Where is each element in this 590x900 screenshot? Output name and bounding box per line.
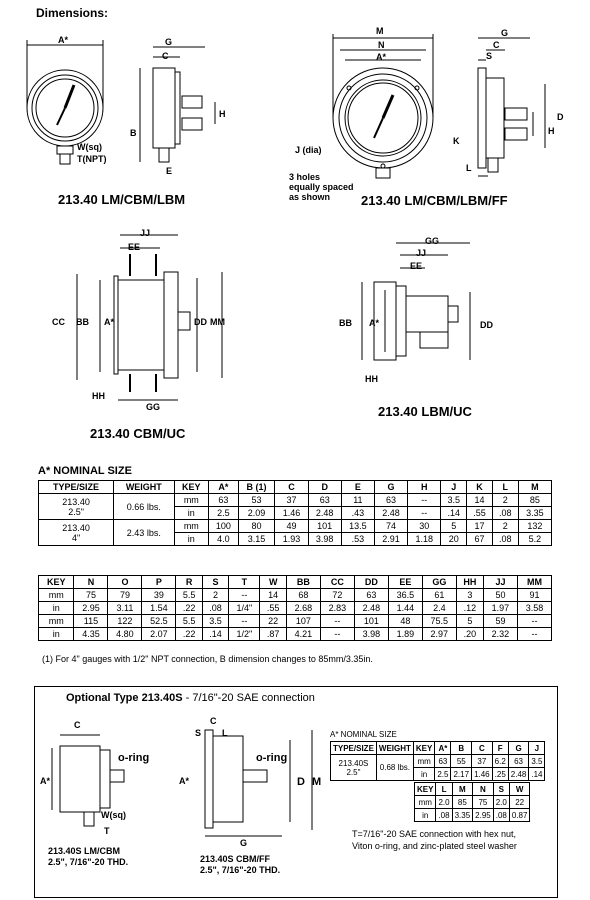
table-row bbox=[39, 615, 552, 628]
th: B (1) bbox=[238, 481, 275, 494]
optional-title: Optional Type 213.40S bbox=[66, 692, 183, 704]
label-a5: A* bbox=[40, 776, 51, 786]
value-cell: 3.98 bbox=[308, 533, 341, 546]
label-b: B bbox=[130, 128, 137, 138]
value-cell: 2 bbox=[202, 589, 228, 602]
value-cell: 1.97 bbox=[483, 602, 517, 615]
table-row bbox=[39, 494, 552, 507]
opt-note: T=7/16"-20 SAE connection with hex nut, Viton o-ring, and zinc-plated steel washer bbox=[352, 829, 517, 851]
value-cell: 107 bbox=[286, 615, 320, 628]
label-s2: S bbox=[195, 728, 202, 738]
spec-table-1 bbox=[38, 480, 552, 546]
label-oring2: o-ring bbox=[256, 752, 288, 764]
label-c: C bbox=[162, 51, 169, 61]
value-cell: -- bbox=[229, 589, 260, 602]
value-cell: 5 bbox=[456, 615, 483, 628]
table-row bbox=[39, 602, 552, 615]
caption-fig3: 213.40 CBM/UC bbox=[90, 426, 186, 441]
optional-heading bbox=[66, 692, 315, 704]
value-cell: 85 bbox=[518, 494, 551, 507]
value-cell: 68 bbox=[286, 589, 320, 602]
value-cell: 1.93 bbox=[275, 533, 308, 546]
label-d: D bbox=[557, 112, 564, 122]
th: M bbox=[452, 783, 473, 796]
value-cell: -- bbox=[229, 615, 260, 628]
page-title: Dimensions: bbox=[36, 6, 109, 20]
value-cell: .55 bbox=[260, 602, 286, 615]
spec-table-2 bbox=[38, 575, 552, 641]
th: GG bbox=[422, 576, 456, 589]
th: J bbox=[529, 742, 545, 755]
cell: 63 bbox=[508, 755, 529, 768]
value-cell: 48 bbox=[388, 615, 422, 628]
th: WEIGHT bbox=[114, 481, 174, 494]
th: N bbox=[74, 576, 108, 589]
label-gg2: GG bbox=[425, 236, 440, 246]
th: O bbox=[108, 576, 142, 589]
cell: 2.0 bbox=[493, 796, 509, 809]
value-cell: -- bbox=[408, 507, 441, 520]
label-t: T bbox=[104, 826, 110, 836]
label-c2: C bbox=[493, 40, 500, 50]
th: T bbox=[229, 576, 260, 589]
value-cell: 37 bbox=[275, 494, 308, 507]
key-cell: mm bbox=[174, 494, 209, 507]
th: W bbox=[260, 576, 286, 589]
value-cell: 100 bbox=[209, 520, 239, 533]
table-row bbox=[39, 520, 552, 533]
label-hh: HH bbox=[92, 391, 105, 401]
value-cell: 2.09 bbox=[238, 507, 275, 520]
value-cell: 3.5 bbox=[441, 494, 467, 507]
th: WEIGHT bbox=[376, 742, 413, 755]
cell: 2.5 bbox=[435, 768, 451, 781]
value-cell: .12 bbox=[456, 602, 483, 615]
value-cell: 1/4" bbox=[229, 602, 260, 615]
value-cell: 3.11 bbox=[108, 602, 142, 615]
label-m: M bbox=[376, 26, 384, 36]
label-g: G bbox=[165, 37, 173, 47]
th: J bbox=[441, 481, 467, 494]
key-cell: mm bbox=[39, 615, 74, 628]
type-cell: 213.40 2.5" bbox=[39, 494, 114, 520]
label-cc: CC bbox=[52, 317, 65, 327]
type-cell: 213.40 4" bbox=[39, 520, 114, 546]
value-cell: -- bbox=[408, 494, 441, 507]
table-row bbox=[39, 589, 552, 602]
opt-table-2 bbox=[414, 782, 530, 822]
value-cell: 2.48 bbox=[374, 507, 407, 520]
value-cell: 30 bbox=[408, 520, 441, 533]
label-a4: A* bbox=[369, 318, 380, 328]
value-cell: -- bbox=[320, 628, 354, 641]
label-l: L bbox=[466, 163, 472, 173]
value-cell: 115 bbox=[74, 615, 108, 628]
label-a3: A* bbox=[104, 317, 115, 327]
th: D bbox=[308, 481, 341, 494]
value-cell: .22 bbox=[176, 628, 202, 641]
cell: 2.48 bbox=[508, 768, 529, 781]
value-cell: 3.15 bbox=[238, 533, 275, 546]
value-cell: 3 bbox=[456, 589, 483, 602]
optional-subtitle: - 7/16"-20 SAE connection bbox=[182, 692, 315, 704]
value-cell: 2.32 bbox=[483, 628, 517, 641]
value-cell: 2.91 bbox=[374, 533, 407, 546]
value-cell: 63 bbox=[308, 494, 341, 507]
value-cell: .14 bbox=[202, 628, 228, 641]
value-cell: 3.58 bbox=[517, 602, 551, 615]
cell: 3.35 bbox=[452, 809, 473, 822]
value-cell: 63 bbox=[209, 494, 239, 507]
label-wsq: W(sq) bbox=[77, 142, 102, 152]
value-cell: 2.83 bbox=[320, 602, 354, 615]
key-cell: in bbox=[174, 533, 209, 546]
caption-fig4: 213.40 LBM/UC bbox=[378, 404, 472, 419]
label-gg: GG bbox=[146, 402, 161, 412]
value-cell: 5 bbox=[441, 520, 467, 533]
value-cell: .55 bbox=[467, 507, 493, 520]
cell: .08 bbox=[493, 809, 509, 822]
value-cell: .22 bbox=[176, 602, 202, 615]
caption-fig2: 213.40 LM/CBM/LBM/FF bbox=[361, 193, 508, 208]
cell: .14 bbox=[529, 768, 545, 781]
nominal-title: A* NOMINAL SIZE bbox=[38, 465, 132, 477]
value-cell: 79 bbox=[108, 589, 142, 602]
value-cell: 2.48 bbox=[354, 602, 388, 615]
cell: 75 bbox=[473, 796, 494, 809]
th: N bbox=[473, 783, 494, 796]
label-d2: D bbox=[297, 776, 305, 788]
value-cell: 14 bbox=[467, 494, 493, 507]
th: KEY bbox=[415, 783, 436, 796]
label-s: S bbox=[486, 51, 493, 61]
th: EE bbox=[388, 576, 422, 589]
th: KEY bbox=[174, 481, 209, 494]
label-holes: 3 holes equally spaced as shown bbox=[289, 172, 354, 202]
value-cell: 17 bbox=[467, 520, 493, 533]
value-cell: 132 bbox=[518, 520, 551, 533]
th: W bbox=[509, 783, 530, 796]
value-cell: 4.35 bbox=[74, 628, 108, 641]
cell: 55 bbox=[451, 755, 472, 768]
value-cell: 72 bbox=[320, 589, 354, 602]
caption-opt2: 213.40S CBM/FF 2.5", 7/16"-20 THD. bbox=[200, 854, 281, 875]
th: TYPE/SIZE bbox=[39, 481, 114, 494]
th: MM bbox=[517, 576, 551, 589]
cell: 1.46 bbox=[472, 768, 493, 781]
label-jj2: JJ bbox=[416, 248, 427, 258]
value-cell: 22 bbox=[260, 615, 286, 628]
value-cell: 11 bbox=[341, 494, 374, 507]
table-row bbox=[39, 628, 552, 641]
value-cell: -- bbox=[320, 615, 354, 628]
opt-table-1 bbox=[330, 741, 545, 781]
value-cell: 74 bbox=[374, 520, 407, 533]
key-cell: mm bbox=[39, 589, 74, 602]
th: A* bbox=[435, 742, 451, 755]
value-cell: 3.5 bbox=[202, 615, 228, 628]
cell: 63 bbox=[435, 755, 451, 768]
label-hh2: HH bbox=[365, 374, 378, 384]
value-cell: 61 bbox=[422, 589, 456, 602]
value-cell: .53 bbox=[341, 533, 374, 546]
th: CC bbox=[320, 576, 354, 589]
cell: 2.0 bbox=[436, 796, 452, 809]
th: P bbox=[142, 576, 176, 589]
opt2-key-in: in bbox=[415, 809, 436, 822]
label-a: A* bbox=[58, 35, 69, 45]
cell: .25 bbox=[492, 768, 508, 781]
value-cell: 5.5 bbox=[176, 615, 202, 628]
label-k: K bbox=[453, 136, 460, 146]
th: DD bbox=[354, 576, 388, 589]
th: H bbox=[408, 481, 441, 494]
value-cell: .08 bbox=[202, 602, 228, 615]
key-cell: in bbox=[174, 507, 209, 520]
value-cell: 4.21 bbox=[286, 628, 320, 641]
value-cell: 3.35 bbox=[518, 507, 551, 520]
value-cell: 5.2 bbox=[518, 533, 551, 546]
value-cell: .43 bbox=[341, 507, 374, 520]
cell: 85 bbox=[452, 796, 473, 809]
value-cell: 5.5 bbox=[176, 589, 202, 602]
value-cell: 39 bbox=[142, 589, 176, 602]
value-cell: 50 bbox=[483, 589, 517, 602]
th: A* bbox=[209, 481, 239, 494]
weight-cell: 2.43 lbs. bbox=[114, 520, 174, 546]
cell: 22 bbox=[509, 796, 530, 809]
value-cell: 2.07 bbox=[142, 628, 176, 641]
value-cell: 2.48 bbox=[308, 507, 341, 520]
label-dd: DD bbox=[194, 317, 207, 327]
cell: 6.2 bbox=[492, 755, 508, 768]
caption-opt1: 213.40S LM/CBM 2.5", 7/16"-20 THD. bbox=[48, 846, 129, 867]
value-cell: 1.46 bbox=[275, 507, 308, 520]
th: G bbox=[508, 742, 529, 755]
value-cell: 1.89 bbox=[388, 628, 422, 641]
opt2-key-mm: mm bbox=[415, 796, 436, 809]
opt-weight: 0.68 lbs. bbox=[376, 755, 413, 781]
label-g2: G bbox=[501, 28, 509, 38]
label-tnpt: T(NPT) bbox=[77, 154, 107, 164]
value-cell: .14 bbox=[441, 507, 467, 520]
value-cell: 3.98 bbox=[354, 628, 388, 641]
label-bb: BB bbox=[76, 317, 89, 327]
label-h: H bbox=[219, 109, 226, 119]
th: KEY bbox=[413, 742, 434, 755]
th: F bbox=[492, 742, 508, 755]
label-l2: L bbox=[222, 728, 228, 738]
opt-key-in: in bbox=[413, 768, 434, 781]
cell: 0.87 bbox=[509, 809, 530, 822]
value-cell: .20 bbox=[456, 628, 483, 641]
cell: 2.17 bbox=[451, 768, 472, 781]
cell: 37 bbox=[472, 755, 493, 768]
th: R bbox=[176, 576, 202, 589]
label-oring: o-ring bbox=[118, 752, 150, 764]
th: G bbox=[374, 481, 407, 494]
label-ee2: EE bbox=[410, 261, 423, 271]
label-h2: H bbox=[548, 126, 555, 136]
label-dd2: DD bbox=[480, 320, 493, 330]
value-cell: 49 bbox=[275, 520, 308, 533]
value-cell: 14 bbox=[260, 589, 286, 602]
label-ee: EE bbox=[128, 242, 141, 252]
caption-fig1: 213.40 LM/CBM/LBM bbox=[58, 192, 186, 207]
value-cell: 13.5 bbox=[341, 520, 374, 533]
label-c3: C bbox=[74, 720, 81, 730]
label-n: N bbox=[378, 40, 385, 50]
weight-cell: 0.66 lbs. bbox=[114, 494, 174, 520]
value-cell: 2.4 bbox=[422, 602, 456, 615]
label-e: E bbox=[166, 166, 173, 176]
value-cell: 75 bbox=[74, 589, 108, 602]
th: S bbox=[202, 576, 228, 589]
key-cell: in bbox=[39, 628, 74, 641]
value-cell: 1.44 bbox=[388, 602, 422, 615]
label-j: J (dia) bbox=[295, 145, 322, 155]
value-cell: 67 bbox=[467, 533, 493, 546]
value-cell: 4.0 bbox=[209, 533, 239, 546]
value-cell: .87 bbox=[260, 628, 286, 641]
th: M bbox=[518, 481, 551, 494]
value-cell: 1.54 bbox=[142, 602, 176, 615]
value-cell: 52.5 bbox=[142, 615, 176, 628]
label-bb2: BB bbox=[339, 318, 352, 328]
th: L bbox=[436, 783, 452, 796]
cell: 2.95 bbox=[473, 809, 494, 822]
opt-table-title: A* NOMINAL SIZE bbox=[330, 730, 397, 739]
label-g3: G bbox=[240, 838, 248, 848]
th: E bbox=[341, 481, 374, 494]
value-cell: .08 bbox=[492, 533, 518, 546]
th: C bbox=[275, 481, 308, 494]
label-jj: JJ bbox=[140, 228, 151, 238]
opt-type: 213.40S 2.5" bbox=[331, 755, 377, 781]
label-mm: MM bbox=[210, 317, 225, 327]
value-cell: 1/2" bbox=[229, 628, 260, 641]
th: HH bbox=[456, 576, 483, 589]
value-cell: 2.95 bbox=[74, 602, 108, 615]
value-cell: 63 bbox=[354, 589, 388, 602]
value-cell: 101 bbox=[308, 520, 341, 533]
value-cell: 2.5 bbox=[209, 507, 239, 520]
cell: .08 bbox=[436, 809, 452, 822]
value-cell: 59 bbox=[483, 615, 517, 628]
value-cell: 75.5 bbox=[422, 615, 456, 628]
th: B bbox=[451, 742, 472, 755]
value-cell: 53 bbox=[238, 494, 275, 507]
value-cell: 80 bbox=[238, 520, 275, 533]
value-cell: 101 bbox=[354, 615, 388, 628]
value-cell: 122 bbox=[108, 615, 142, 628]
th: BB bbox=[286, 576, 320, 589]
key-cell: in bbox=[39, 602, 74, 615]
value-cell: -- bbox=[517, 615, 551, 628]
value-cell: 2.97 bbox=[422, 628, 456, 641]
value-cell: 4.80 bbox=[108, 628, 142, 641]
value-cell: 63 bbox=[374, 494, 407, 507]
cell: 3.5 bbox=[529, 755, 545, 768]
value-cell: 2 bbox=[492, 520, 518, 533]
th: L bbox=[492, 481, 518, 494]
value-cell: -- bbox=[517, 628, 551, 641]
footnote: (1) For 4" gauges with 1/2" NPT connection, B dimension changes to 85mm/3.35in. bbox=[42, 654, 373, 664]
th: K bbox=[467, 481, 493, 494]
value-cell: 2.68 bbox=[286, 602, 320, 615]
label-w: W(sq) bbox=[101, 810, 126, 820]
th: C bbox=[472, 742, 493, 755]
label-a2: A* bbox=[376, 52, 387, 62]
value-cell: 2 bbox=[492, 494, 518, 507]
key-cell: mm bbox=[174, 520, 209, 533]
value-cell: 36.5 bbox=[388, 589, 422, 602]
value-cell: 20 bbox=[441, 533, 467, 546]
value-cell: .08 bbox=[492, 507, 518, 520]
th: JJ bbox=[483, 576, 517, 589]
label-a6: A* bbox=[179, 776, 190, 786]
th: TYPE/SIZE bbox=[331, 742, 377, 755]
label-m2: M bbox=[312, 776, 322, 788]
th: S bbox=[493, 783, 509, 796]
value-cell: 91 bbox=[517, 589, 551, 602]
value-cell: 1.18 bbox=[408, 533, 441, 546]
th: KEY bbox=[39, 576, 74, 589]
label-c4: C bbox=[210, 716, 217, 726]
opt-key-mm: mm bbox=[413, 755, 434, 768]
